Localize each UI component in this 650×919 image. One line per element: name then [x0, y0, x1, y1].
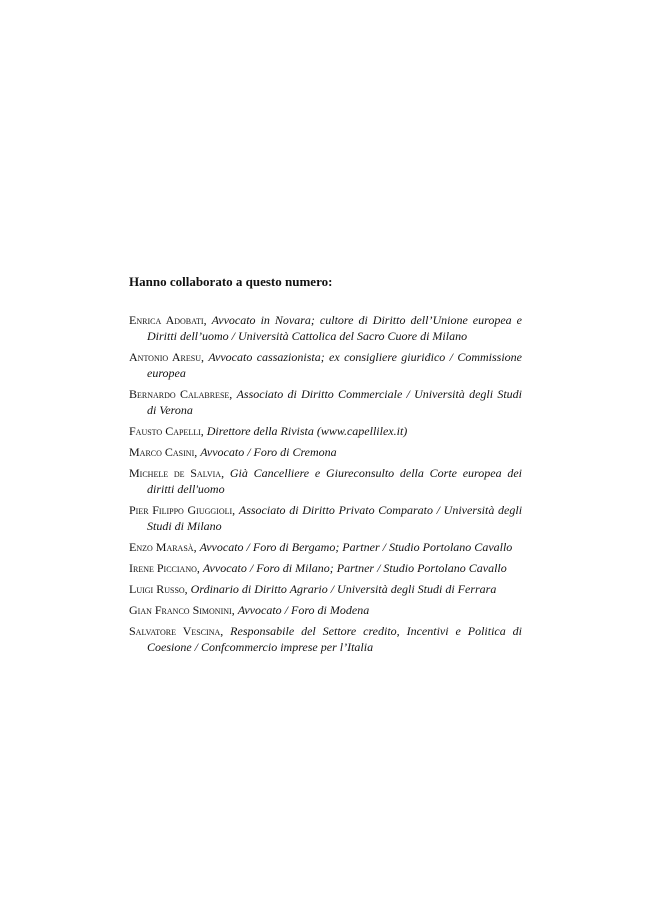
contributor-name: Salvatore Vescina — [129, 624, 221, 638]
contributor-role: Associato di Diritto Commerciale / Università degli Studi di Verona — [147, 387, 523, 417]
contributor-entry: Bernardo Calabrese, Associato di Diritto Commerciale / Università degli Studi di Verona — [129, 387, 523, 417]
contributor-entry: Antonio Aresu, Avvocato cassazionista; ex consigliere giuridico / Commissione europea — [129, 350, 523, 380]
contributor-role: Ordinario di Diritto Agrario / Università degli Studi di Ferrara — [190, 582, 497, 596]
contributor-name: Enrica Adobati — [129, 313, 204, 327]
contributor-name: Irene Picciano — [129, 561, 197, 575]
contributor-role: Associato di Diritto Privato Comparato / Università degli Studi di Milano — [147, 503, 523, 533]
contributor-role: Avvocato / Foro di Cremona — [200, 445, 337, 459]
contributor-name: Enzo Marasà — [129, 540, 194, 554]
contributor-name: Gian Franco Simonini — [129, 603, 232, 617]
contributor-entry: Salvatore Vescina, Responsabile del Settore credito, Incentivi e Politica di Coesione / Confcommercio imprese per l’Italia — [129, 624, 522, 654]
contributor-entry: Irene Picciano, Avvocato / Foro di Milano; Partner / Studio Portolano Cavallo — [129, 561, 507, 575]
contributor-entry: Marco Casini, Avvocato / Foro di Cremona — [129, 445, 337, 459]
contributor-name: Fausto Capelli — [129, 424, 201, 438]
contributor-name: Michele de Salvia — [129, 466, 222, 480]
contributor-role: Avvocato in Novara; cultore di Diritto dell’Unione europea e Diritti dell’uomo / Università Cattolica del Sacro Cuore di Milano — [147, 313, 522, 343]
contributor-entry: Enrica Adobati, Avvocato in Novara; cultore di Diritto dell’Unione europea e Diritti dell’uomo / Università Cattolica del Sacro Cuore di Milano — [129, 313, 522, 343]
contributor-name: Bernardo Calabrese — [129, 387, 230, 401]
contributor-role: Avvocato cassazionista; ex consigliere giuridico / Commissione europea — [147, 350, 523, 380]
contributor-entry: Gian Franco Simonini, Avvocato / Foro di Modena — [129, 603, 370, 617]
contributor-role: Responsabile del Settore credito, Incentivi e Politica di Coesione / Confcommercio imprese per l’Italia — [147, 624, 522, 654]
contributor-name: Pier Filippo Giuggioli — [129, 503, 233, 517]
contributor-name: Luigi Russo — [129, 582, 185, 596]
contributor-list — [129, 312, 522, 660]
contributor-entry: Fausto Capelli, Direttore della Rivista (www.capellilex.it) — [129, 424, 408, 438]
contributor-entry: Pier Filippo Giuggioli, Associato di Diritto Privato Comparato / Università degli Studi di Milano — [129, 503, 523, 533]
contributor-name: Marco Casini — [129, 445, 195, 459]
contributor-role: Direttore della Rivista (www.capellilex.it) — [206, 424, 408, 438]
contributor-entry: Enzo Marasà, Avvocato / Foro di Bergamo; Partner / Studio Portolano Cavallo — [129, 540, 513, 554]
contributor-role: Avvocato / Foro di Milano; Partner / Studio Portolano Cavallo — [202, 561, 507, 575]
contributor-role: Avvocato / Foro di Bergamo; Partner / Studio Portolano Cavallo — [199, 540, 513, 554]
contributor-entry: Luigi Russo, Ordinario di Diritto Agrario / Università degli Studi di Ferrara — [129, 582, 497, 596]
page-heading: Hanno collaborato a questo numero: — [129, 274, 333, 289]
contributor-name: Antonio Aresu — [129, 350, 201, 364]
contributor-entry: Michele de Salvia, Già Cancelliere e Giureconsulto della Corte europea dei diritti dell'uomo — [129, 466, 523, 496]
contributor-role: Già Cancelliere e Giureconsulto della Corte europea dei diritti dell'uomo — [147, 466, 523, 496]
contributor-role: Avvocato / Foro di Modena — [237, 603, 370, 617]
